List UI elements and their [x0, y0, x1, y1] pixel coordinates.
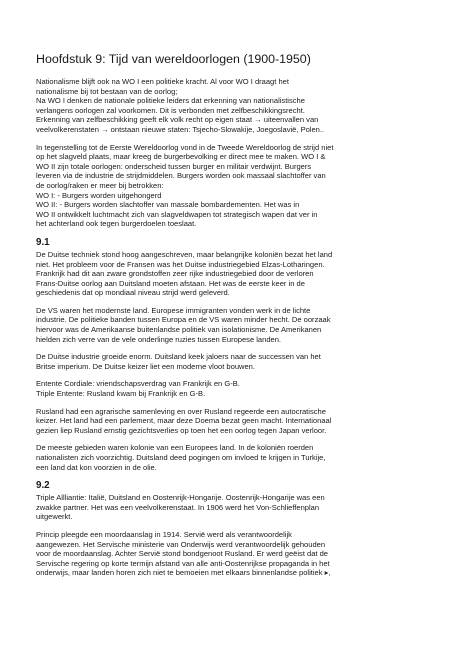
page-title: Hoofdstuk 9: Tijd van wereldoorlogen (1900-1950) — [36, 52, 311, 66]
text-line: Na WO I denken de nationale politieke leiders dat erkenning van nationalistische — [36, 96, 305, 106]
text-line: aangewezen. Het Servische ministerie van Onderwijs werd verantwoordelijk gehouden — [36, 539, 326, 549]
text-line: een land dat kon voorzien in de olie. — [36, 462, 157, 472]
text-line: Erkenning van zelfbeschikking geeft elk volk recht op eigen staat → uiteenvallen van — [36, 115, 319, 125]
text-line: uitgewerkt. — [36, 512, 73, 522]
text-line: onderwijs, maar landen horen zich niet te bemoeien met elkaars binnenlandse politiek ▸, — [36, 568, 331, 578]
text-line: industrie. De politieke banden tussen Europa en de VS waren minder hecht. De oorzaak — [36, 315, 331, 325]
text-line: hielden zich verre van de vele onderlinge ruzies tussen Europese landen. — [36, 334, 282, 344]
text-line: Triple Entente: Rusland kwam bij Frankrijk en G-B. — [36, 389, 206, 399]
text-line: veelvolkerenstaten → ontstaan nieuwe staten: Tsjecho-Slowakije, Joegoslavië, Polen.. — [36, 124, 325, 134]
text-line: verlangens oorlogen zal voorkomen. Dit is verbonden met zelfbeschikkingsrecht. — [36, 105, 305, 115]
text-line: hiervoor was de Amerikaanse buitenlandse politiek van isolationisme. De Amerikanen — [36, 325, 322, 335]
section-heading: 9.1 — [36, 236, 50, 248]
text-line: De Duitse techniek stond hoog aangeschreven, maar belangrijke koloniën bezat het land — [36, 249, 333, 259]
text-line: op het slagveld plaats, maar kreeg de burgerbevolking er direct mee te maken. WO I & — [36, 152, 326, 162]
paragraph — [36, 443, 446, 472]
text-line: de oorlog/raken er meer bij betrokken: — [36, 180, 164, 190]
text-line: WO II zijn totale oorlogen: onderscheid tussen burger en militair verdwijnt. Burgers — [36, 161, 312, 171]
text-line: nationalisme bij tot bestaan van de oorlog; — [36, 86, 178, 96]
text-line: Princip pleegde een moordaanslag in 1914. Servië werd als verantwoordelijk — [36, 529, 292, 539]
text-line: Servische regering op korte termijn afstand van alle anti-Oostenrijkse propaganda in het — [36, 558, 330, 568]
text-line: Frankrijk had dit aan zware grondstoffen zeer rijke industriegebied door de verloren — [36, 269, 314, 279]
text-line: In tegenstelling tot de Eerste Wereldoorlog vond in de Tweede Wereldoorlog de strijd niet — [36, 142, 334, 152]
section-heading: 9.2 — [36, 480, 50, 492]
text-line: leveren via de industrie de strijdmiddelen. Burgers worden ook massaal slachtoffer van — [36, 171, 326, 181]
paragraph — [36, 379, 446, 398]
text-line: het achterland ook tegen burgerdoelen toeslaat. — [36, 219, 197, 229]
paragraph — [36, 407, 446, 436]
text-line: gezien liep Rusland ernstig gezichtsverlies op toen het een oorlog tegen Japan verloor. — [36, 425, 327, 435]
text-line: Nationalisme blijft ook na WO I een politieke kracht. Al voor WO I draagt het — [36, 77, 289, 86]
text-line: De meeste gebieden waren kolonie van een Europees land. In de koloniën roerden — [36, 443, 314, 453]
text-line: Entente Cordiale: vriendschapsverdrag van Frankrijk en G-B. — [36, 379, 240, 389]
document-body — [36, 77, 446, 578]
document-page — [36, 52, 446, 586]
text-line: voor de moordaanslag. Achter Servië stond bondgenoot Rusland. Er werd geëist dat de — [36, 549, 328, 559]
text-line: keizer. Het land had een parlement, maar deze Doema bezat geen macht. Internationaal — [36, 416, 332, 426]
text-line: WO II ontwikkelt luchtmacht zich van slagveldwapen tot strategisch wapen dat ver in — [36, 209, 318, 219]
paragraph — [36, 77, 446, 135]
text-line: WO II: - Burgers worden slachtoffer van massale bombardementen. Het was in — [36, 200, 300, 210]
text-line: Frans-Duitse oorlog aan Duitsland moeten afstaan. Het was de eerste keer in de — [36, 278, 305, 288]
paragraph — [36, 493, 446, 522]
text-line: niet. Het probleem voor de Fransen was het Duitse industriegebied Elzas-Lotharingen. — [36, 259, 325, 269]
text-line: zwakke partner. Het was een veelvolkerenstaat. In 1906 werd het Von-Schlieffenplan — [36, 502, 320, 512]
paragraph — [36, 352, 446, 371]
text-line: WO I: - Burgers worden uitgehongerd — [36, 190, 162, 200]
text-line: nationalisten zich voorzichtig. Duitsland deed pogingen om invloed te krijgen in Turkije, — [36, 453, 326, 462]
paragraph — [36, 250, 446, 298]
text-line: De VS waren het modernste land. Europese immigranten vonden werk in de lichte — [36, 305, 311, 315]
text-line: Triple Allliantie: Italië, Duitsland en Oostenrijk-Hongarije. Oostenrijk-Hongarije was een — [36, 493, 325, 503]
text-line: De Duitse industrie groeide enorm. Duitsland keek jaloers naar de successen van het — [36, 352, 321, 362]
text-line: Rusland had een agrarische samenleving en over Rusland regeerde een autocratische — [36, 406, 326, 416]
text-line: Britse imperium. De Duitse keizer liet een moderne vloot bouwen. — [36, 361, 255, 371]
text-line: geschiedenis dat op mondiaal niveau strijd werd geleverd. — [36, 288, 230, 298]
paragraph — [36, 530, 446, 578]
paragraph — [36, 143, 446, 229]
paragraph — [36, 306, 446, 344]
